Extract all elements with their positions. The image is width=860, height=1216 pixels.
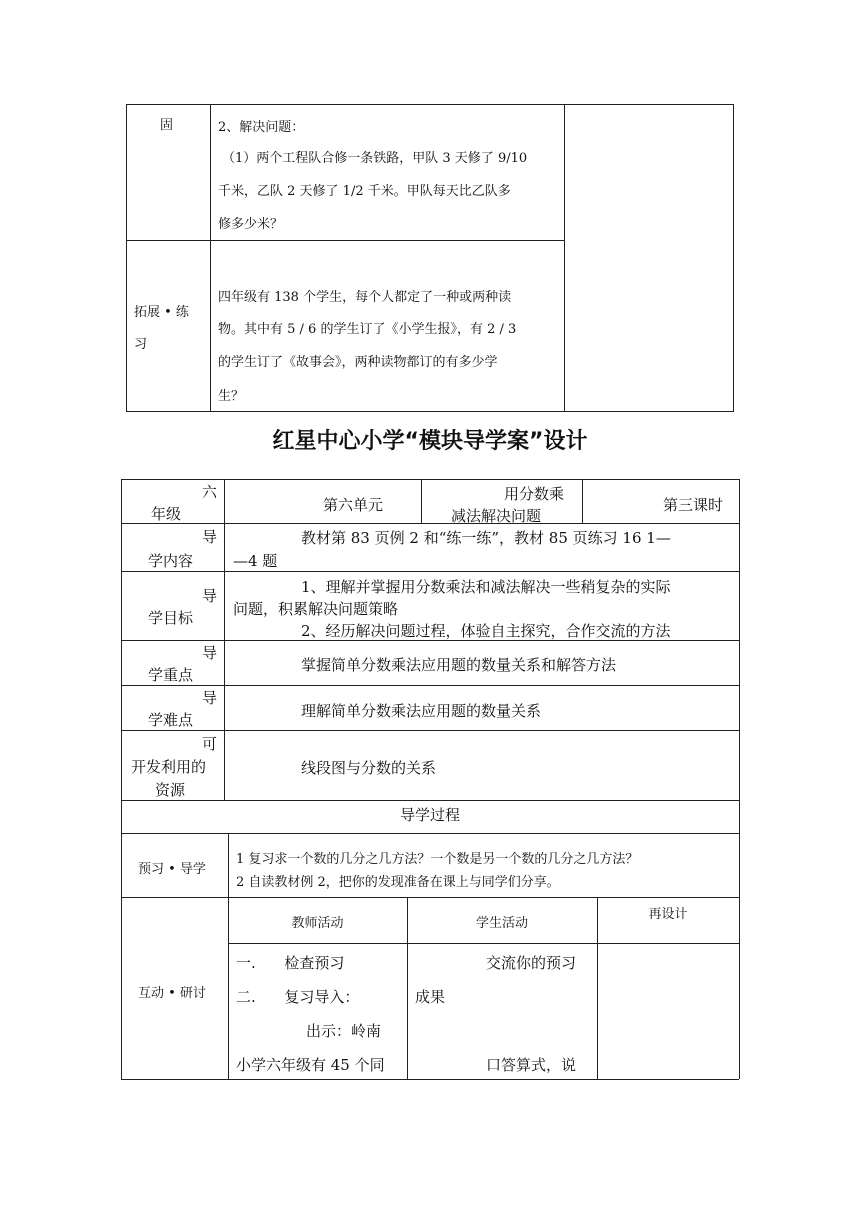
main-table-row-line: [121, 897, 739, 898]
preview-text: 1 复习求一个数的几分之几方法？一个数是另一个数的几分之几方法？: [236, 852, 639, 867]
student-activity-text: 成果: [415, 988, 446, 1006]
resources-label: 可: [202, 735, 218, 753]
content-label: 导: [202, 528, 218, 546]
teacher-activity-header: 教师活动: [291, 916, 344, 931]
extension-text-line: 的学生订了《故事会》，两种读物都订的有多少学: [218, 355, 498, 370]
main-table-row-line: [121, 800, 739, 801]
goals-label: 导: [202, 587, 218, 605]
goals-label: 学目标: [148, 609, 194, 627]
main-table-row-line: [121, 571, 739, 572]
top-table-col-divider-1: [210, 104, 211, 411]
top-table-col-divider-2: [564, 104, 565, 411]
grade-label: 年级: [151, 505, 182, 523]
problem-heading: 2、解决问题：: [218, 120, 305, 135]
top-table-bottom-border: [126, 411, 734, 412]
page-title: 红星中心小学“模块导学案”设计: [272, 429, 588, 454]
main-table-row-line: [121, 730, 739, 731]
main-table-bottom-border: [121, 1079, 739, 1080]
extension-text-line: 四年级有 138 个学生，每个人都定了一种或两种读: [218, 290, 512, 305]
goals-text: 问题，积累解决问题策略: [233, 600, 399, 618]
problem-text-line: 千米，乙队 2 天修了 1/2 千米。甲队每天比乙队多: [218, 184, 511, 199]
interaction-label: 互动 • 研讨: [138, 986, 206, 1001]
resources-label: 资源: [155, 781, 186, 799]
main-table-top-border: [121, 479, 739, 480]
lesson-label: 第三课时: [663, 496, 724, 514]
student-activity-text: 口答算式，说: [486, 1056, 577, 1074]
preview-text: 2 自读教材例 2，把你的发现准备在课上与同学们分享。: [236, 875, 560, 890]
topic-label: 用分数乘: [504, 485, 565, 503]
extension-text-line: 生？: [218, 389, 245, 404]
teacher-activity-text: 小学六年级有 45 个同: [236, 1056, 385, 1074]
teacher-activity-text: 一. 检查预习: [236, 954, 345, 972]
key-points-label: 导: [202, 644, 218, 662]
teacher-activity-text: 出示：岭南: [306, 1022, 382, 1040]
preview-label: 预习 • 导学: [138, 862, 206, 877]
main-table-label-divider: [224, 479, 225, 800]
row-label-extension: 习: [134, 337, 148, 352]
main-table-row-line: [121, 833, 739, 834]
top-table-right-border: [733, 104, 734, 411]
difficulties-text: 理解简单分数乘法应用题的数量关系: [301, 702, 542, 720]
row-label-consolidate: 固: [160, 118, 174, 133]
teacher-activity-text: 二. 复习导入：: [236, 988, 360, 1006]
main-table-row-line: [121, 685, 739, 686]
main-table-label-divider-lower: [228, 833, 229, 1079]
top-table-left-border: [126, 104, 127, 411]
content-text: 教材第 83 页例 2 和“练一练”，教材 85 页练习 16 1—: [301, 529, 671, 547]
redesign-header: 再设计: [648, 907, 688, 922]
main-table-activity-divider: [597, 897, 598, 1079]
main-table-header-divider: [582, 479, 583, 523]
top-table-row-divider: [126, 240, 564, 241]
grade-label: 六: [202, 483, 218, 501]
problem-text-line: （1）两个工程队合修一条铁路，甲队 3 天修了 9/10: [222, 151, 528, 166]
extension-text-line: 物。其中有 5 / 6 的学生订了《小学生报》，有 2 / 3: [218, 322, 517, 337]
main-table-header-divider: [421, 479, 422, 523]
top-table-top-border: [126, 104, 734, 105]
main-table-right-border: [739, 479, 740, 1079]
resources-label: 开发利用的: [131, 758, 207, 776]
row-label-extension: 拓展 • 练: [134, 305, 189, 320]
key-points-label: 学重点: [148, 666, 194, 684]
resources-text: 线段图与分数的关系: [301, 759, 437, 777]
main-table-left-border: [121, 479, 122, 1079]
student-activity-header: 学生活动: [475, 916, 528, 931]
topic-label: 减法解决问题: [451, 507, 542, 525]
key-points-text: 掌握简单分数乘法应用题的数量关系和解答方法: [301, 656, 617, 674]
main-table-row-line: [228, 943, 739, 944]
content-label: 学内容: [148, 552, 194, 570]
main-table-row-line: [121, 523, 739, 524]
content-text: —4 题: [233, 552, 278, 570]
problem-text-line: 修多少米？: [218, 217, 284, 232]
goals-text: 2、经历解决问题过程，体验自主探究，合作交流的方法: [301, 622, 671, 640]
goals-text: 1、理解并掌握用分数乘法和减法解决一些稍复杂的实际: [301, 578, 671, 596]
difficulties-label: 学难点: [148, 711, 194, 729]
difficulties-label: 导: [202, 689, 218, 707]
unit-label: 第六单元: [323, 496, 384, 514]
process-title: 导学过程: [399, 806, 460, 824]
student-activity-text: 交流你的预习: [486, 954, 577, 972]
